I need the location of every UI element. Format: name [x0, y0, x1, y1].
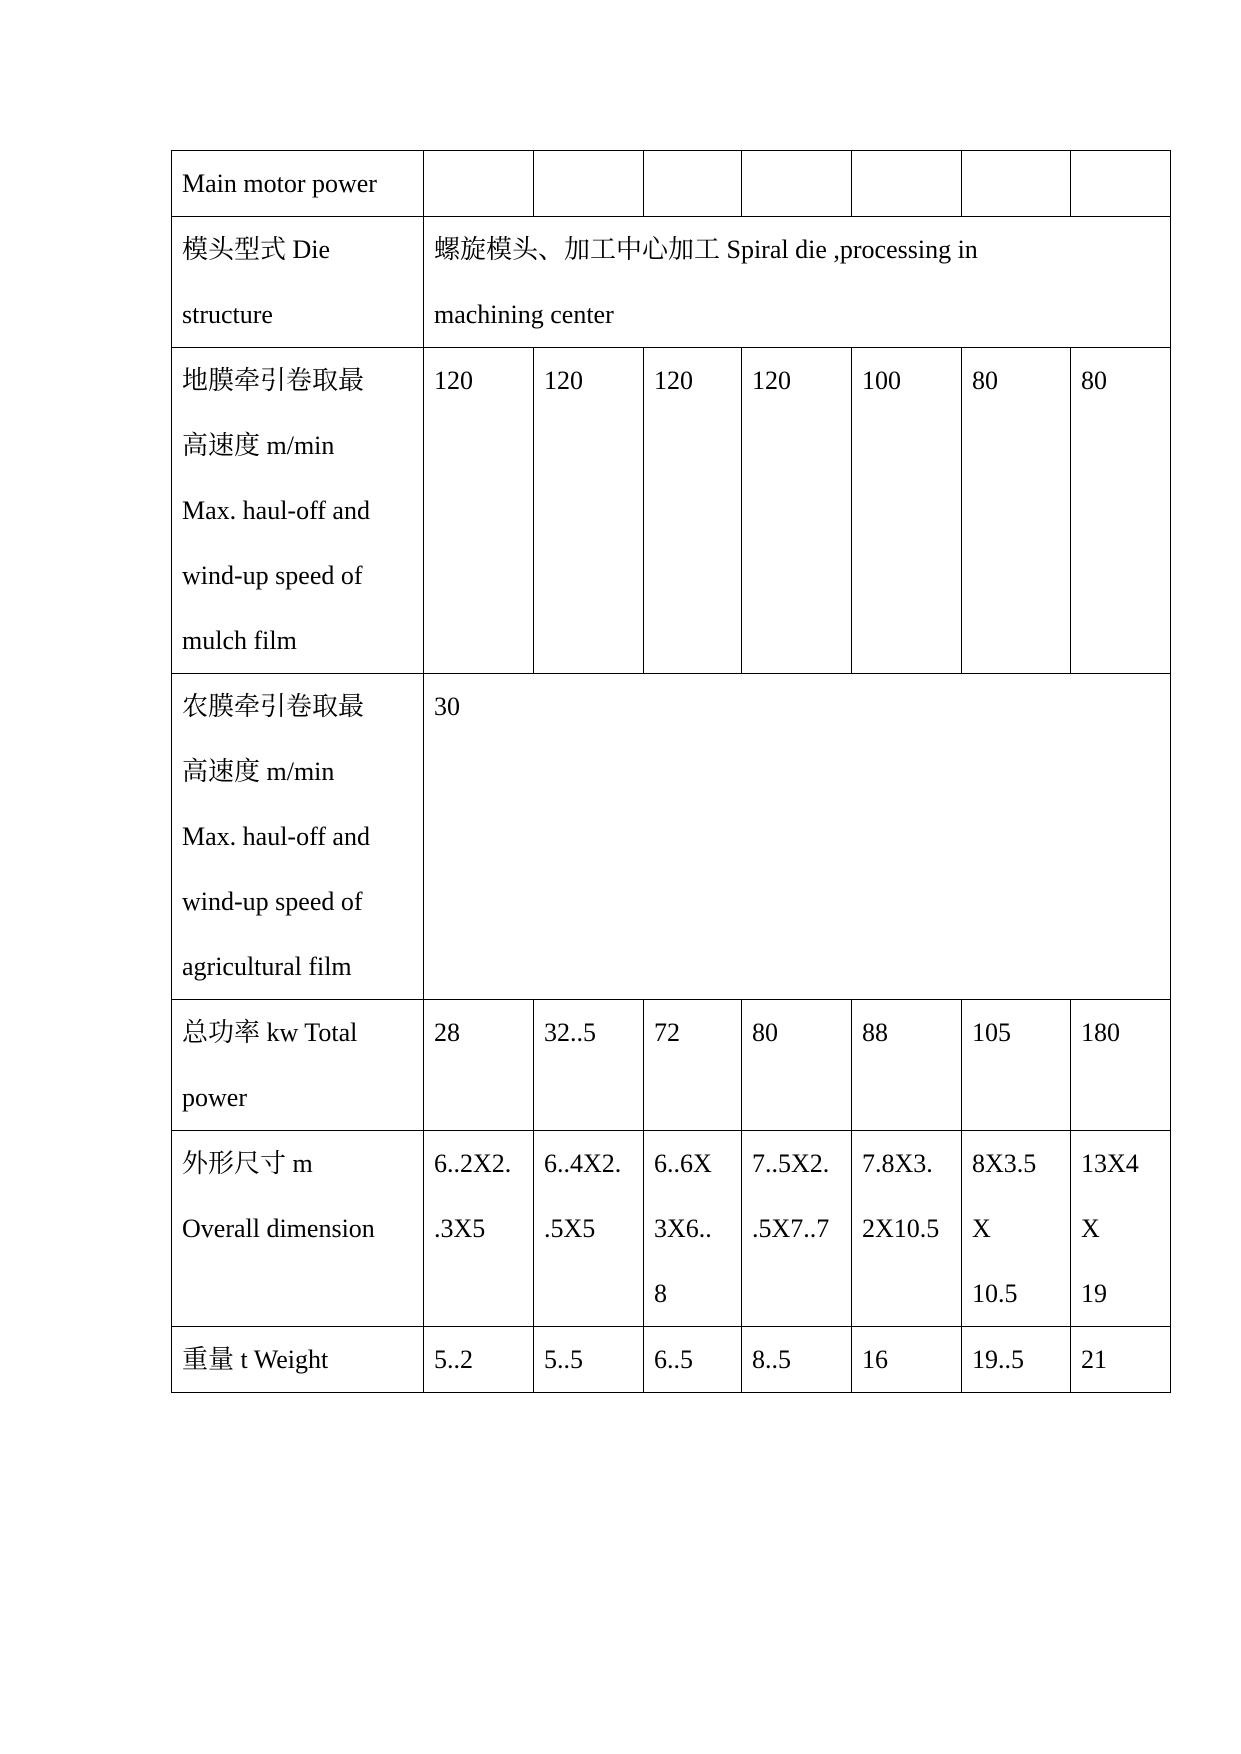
row-label: 外形尺寸 m Overall dimension — [172, 1131, 424, 1327]
row-total-power — [172, 1000, 1171, 1131]
cell-merged: 螺旋模头、加工中心加工 Spiral die ,processing in machining center — [424, 217, 1171, 348]
cell-value: 7..5X2. .5X7..7 — [742, 1131, 852, 1327]
cell-value — [644, 151, 742, 217]
cell-value: 120 — [424, 348, 534, 674]
cell-value: 16 — [852, 1327, 962, 1393]
cell-value — [962, 151, 1071, 217]
row-weight — [172, 1327, 1171, 1393]
cell-value — [742, 151, 852, 217]
cell-value: 6..2X2. .3X5 — [424, 1131, 534, 1327]
cell-value: 13X4 X 19 — [1071, 1131, 1171, 1327]
row-label: Main motor power — [172, 151, 424, 217]
cell-value — [852, 151, 962, 217]
cell-value: 120 — [644, 348, 742, 674]
cell-value: 21 — [1071, 1327, 1171, 1393]
cell-value: 88 — [852, 1000, 962, 1131]
cell-value: 6..4X2. .5X5 — [534, 1131, 644, 1327]
cell-value: 7.8X3. 2X10.5 — [852, 1131, 962, 1327]
cell-value: 8X3.5 X 10.5 — [962, 1131, 1071, 1327]
cell-value: 6..5 — [644, 1327, 742, 1393]
row-label: 地膜牵引卷取最 高速度 m/min Max. haul-off and wind-up speed of mulch film — [172, 348, 424, 674]
cell-value — [1071, 151, 1171, 217]
cell-value: 120 — [534, 348, 644, 674]
spec-table — [171, 150, 1171, 1393]
cell-value: 5..5 — [534, 1327, 644, 1393]
cell-value — [534, 151, 644, 217]
row-main-motor-power — [172, 151, 1171, 217]
cell-value: 6..6X 3X6.. 8 — [644, 1131, 742, 1327]
row-label: 农膜牵引卷取最 高速度 m/min Max. haul-off and wind-up speed of agricultural film — [172, 674, 424, 1000]
cell-value: 80 — [742, 1000, 852, 1131]
row-agricultural-film-speed — [172, 674, 1171, 1000]
cell-value: 80 — [1071, 348, 1171, 674]
cell-value: 5..2 — [424, 1327, 534, 1393]
cell-value: 8..5 — [742, 1327, 852, 1393]
cell-value — [424, 151, 534, 217]
cell-value: 19..5 — [962, 1327, 1071, 1393]
cell-merged: 30 — [424, 674, 1171, 1000]
cell-value: 120 — [742, 348, 852, 674]
row-die-structure — [172, 217, 1171, 348]
cell-value: 100 — [852, 348, 962, 674]
row-label: 总功率 kw Total power — [172, 1000, 424, 1131]
row-overall-dimension — [172, 1131, 1171, 1327]
cell-value: 80 — [962, 348, 1071, 674]
cell-value: 72 — [644, 1000, 742, 1131]
row-label: 重量 t Weight — [172, 1327, 424, 1393]
row-label: 模头型式 Die structure — [172, 217, 424, 348]
cell-value: 105 — [962, 1000, 1071, 1131]
cell-value: 32..5 — [534, 1000, 644, 1131]
row-mulch-film-speed — [172, 348, 1171, 674]
cell-value: 180 — [1071, 1000, 1171, 1131]
cell-value: 28 — [424, 1000, 534, 1131]
